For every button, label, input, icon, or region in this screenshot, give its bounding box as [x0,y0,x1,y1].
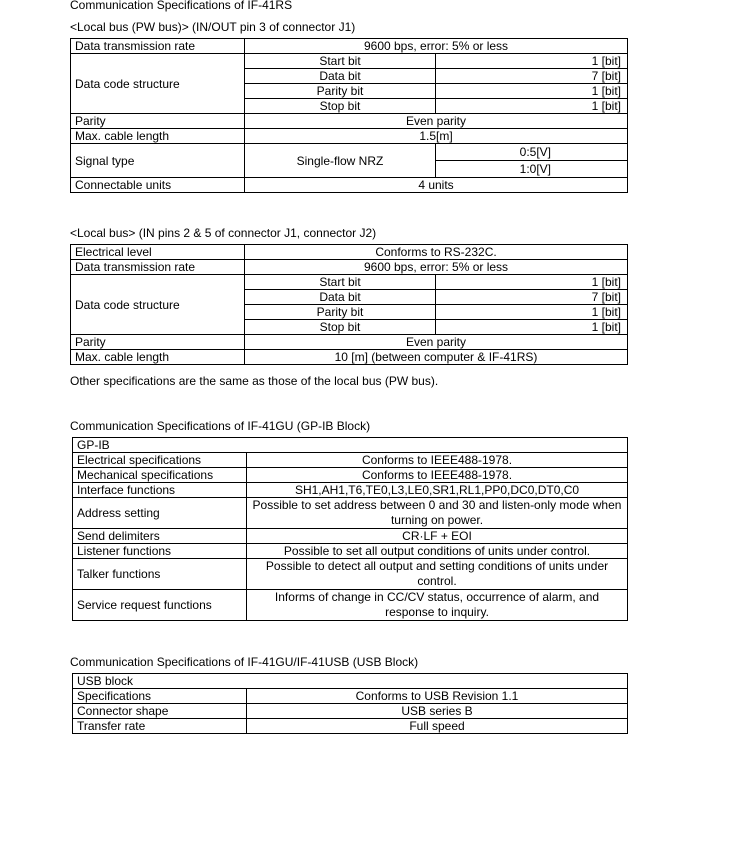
row-label: Parity [71,335,245,350]
row-value: Conforms to IEEE488-1978. [247,453,628,468]
bit-name: Data bit [245,69,436,84]
table-row [71,39,628,54]
row-label: Signal type [71,144,245,178]
row-label: Service request functions [73,590,247,621]
row-value: Conforms to USB Revision 1.1 [247,689,628,704]
row-label: Data transmission rate [71,39,245,54]
bit-name: Data bit [245,290,436,305]
local-bus-note: Other specifications are the same as those of the local bus (PW bus). [70,374,439,388]
row-label: Electrical level [71,245,245,260]
signal-type: Single-flow NRZ [245,144,436,178]
pw-bus-heading: <Local bus (PW bus)> (IN/OUT pin 3 of connector J1) [70,20,356,34]
bit-value: 1 [bit] [436,275,628,290]
row-value: Conforms to RS-232C. [245,245,628,260]
bit-value: 1 [bit] [436,84,628,99]
row-value: Even parity [245,114,628,129]
table-row [71,260,628,275]
row-label: Specifications [73,689,247,704]
table-header-row [73,674,628,689]
signal-levels [436,144,628,178]
bit-name: Stop bit [245,320,436,335]
row-label: Data transmission rate [71,260,245,275]
bit-name: Parity bit [245,84,436,99]
row-value: CR·LF + EOI [247,529,628,544]
row-label: Connectable units [71,178,245,193]
row-value: Possible to set address between 0 and 30 and listen-only mode when turning on power. [247,498,628,529]
bit-value: 1 [bit] [436,305,628,320]
row-label: Send delimiters [73,529,247,544]
gpib-spec-table [72,437,628,621]
signal-level-0: 0:5[V] [519,145,552,159]
row-value: 1.5[m] [245,129,628,144]
row-label: Talker functions [73,559,247,590]
signal-level-1: 1:0[V] [436,160,627,177]
table-header-row [73,438,628,453]
row-label: Electrical specifications [73,453,247,468]
bit-value: 1 [bit] [436,320,628,335]
row-label: Mechanical specifications [73,468,247,483]
row-value: SH1,AH1,T6,TE0,L3,LE0,SR1,RL1,PP0,DC0,DT0,C0 [247,483,628,498]
table-row [71,114,628,129]
row-label: Address setting [73,498,247,529]
row-label: Max. cable length [71,129,245,144]
table-row [71,245,628,260]
local-bus-spec-table [70,244,628,365]
table-header: USB block [73,674,628,689]
bit-value: 1 [bit] [436,54,628,69]
bit-name: Parity bit [245,305,436,320]
table-row [73,529,628,544]
table-row [71,129,628,144]
row-value: 9600 bps, error: 5% or less [245,39,628,54]
row-label: Transfer rate [73,719,247,734]
row-label: Interface functions [73,483,247,498]
row-value: 10 [m] (between computer & IF-41RS) [245,350,628,365]
table-row [73,559,628,590]
usb-spec-table [72,673,628,734]
rs-section-title: Communication Specifications of IF-41RS [70,0,293,12]
table-row [71,178,628,193]
table-row [73,719,628,734]
table-row [73,468,628,483]
row-label: Connector shape [73,704,247,719]
row-value: Informs of change in CC/CV status, occurrence of alarm, and response to inquiry. [247,590,628,621]
row-value: Possible to set all output conditions of units under control. [247,544,628,559]
table-row [71,335,628,350]
pw-bus-spec-table [70,38,628,193]
gu-section-title: Communication Specifications of IF-41GU (GP-IB Block) [70,419,371,433]
bit-name: Stop bit [245,99,436,114]
table-row [73,483,628,498]
usb-section-title: Communication Specifications of IF-41GU/IF-41USB (USB Block) [70,655,419,669]
table-row [71,54,628,69]
table-row [71,350,628,365]
table-row [73,590,628,621]
table-row [71,144,628,178]
table-header: GP-IB [73,438,628,453]
bit-value: 7 [bit] [436,69,628,84]
bit-value: 1 [bit] [436,99,628,114]
row-value: Even parity [245,335,628,350]
table-row [73,689,628,704]
table-row [71,275,628,290]
row-label: Data code structure [71,54,245,114]
row-label: Parity [71,114,245,129]
row-value: 9600 bps, error: 5% or less [245,260,628,275]
row-label: Max. cable length [71,350,245,365]
table-row [73,453,628,468]
table-row [73,544,628,559]
row-value: USB series B [247,704,628,719]
row-value: 4 units [245,178,628,193]
row-value: Possible to detect all output and setting conditions of units under control. [247,559,628,590]
row-value: Full speed [247,719,628,734]
row-value: Conforms to IEEE488-1978. [247,468,628,483]
bit-value: 7 [bit] [436,290,628,305]
local-bus-heading: <Local bus> (IN pins 2 & 5 of connector J1, connector J2) [70,226,377,240]
row-label: Data code structure [71,275,245,335]
bit-name: Start bit [245,275,436,290]
table-row [73,704,628,719]
table-row [73,498,628,529]
bit-name: Start bit [245,54,436,69]
row-label: Listener functions [73,544,247,559]
